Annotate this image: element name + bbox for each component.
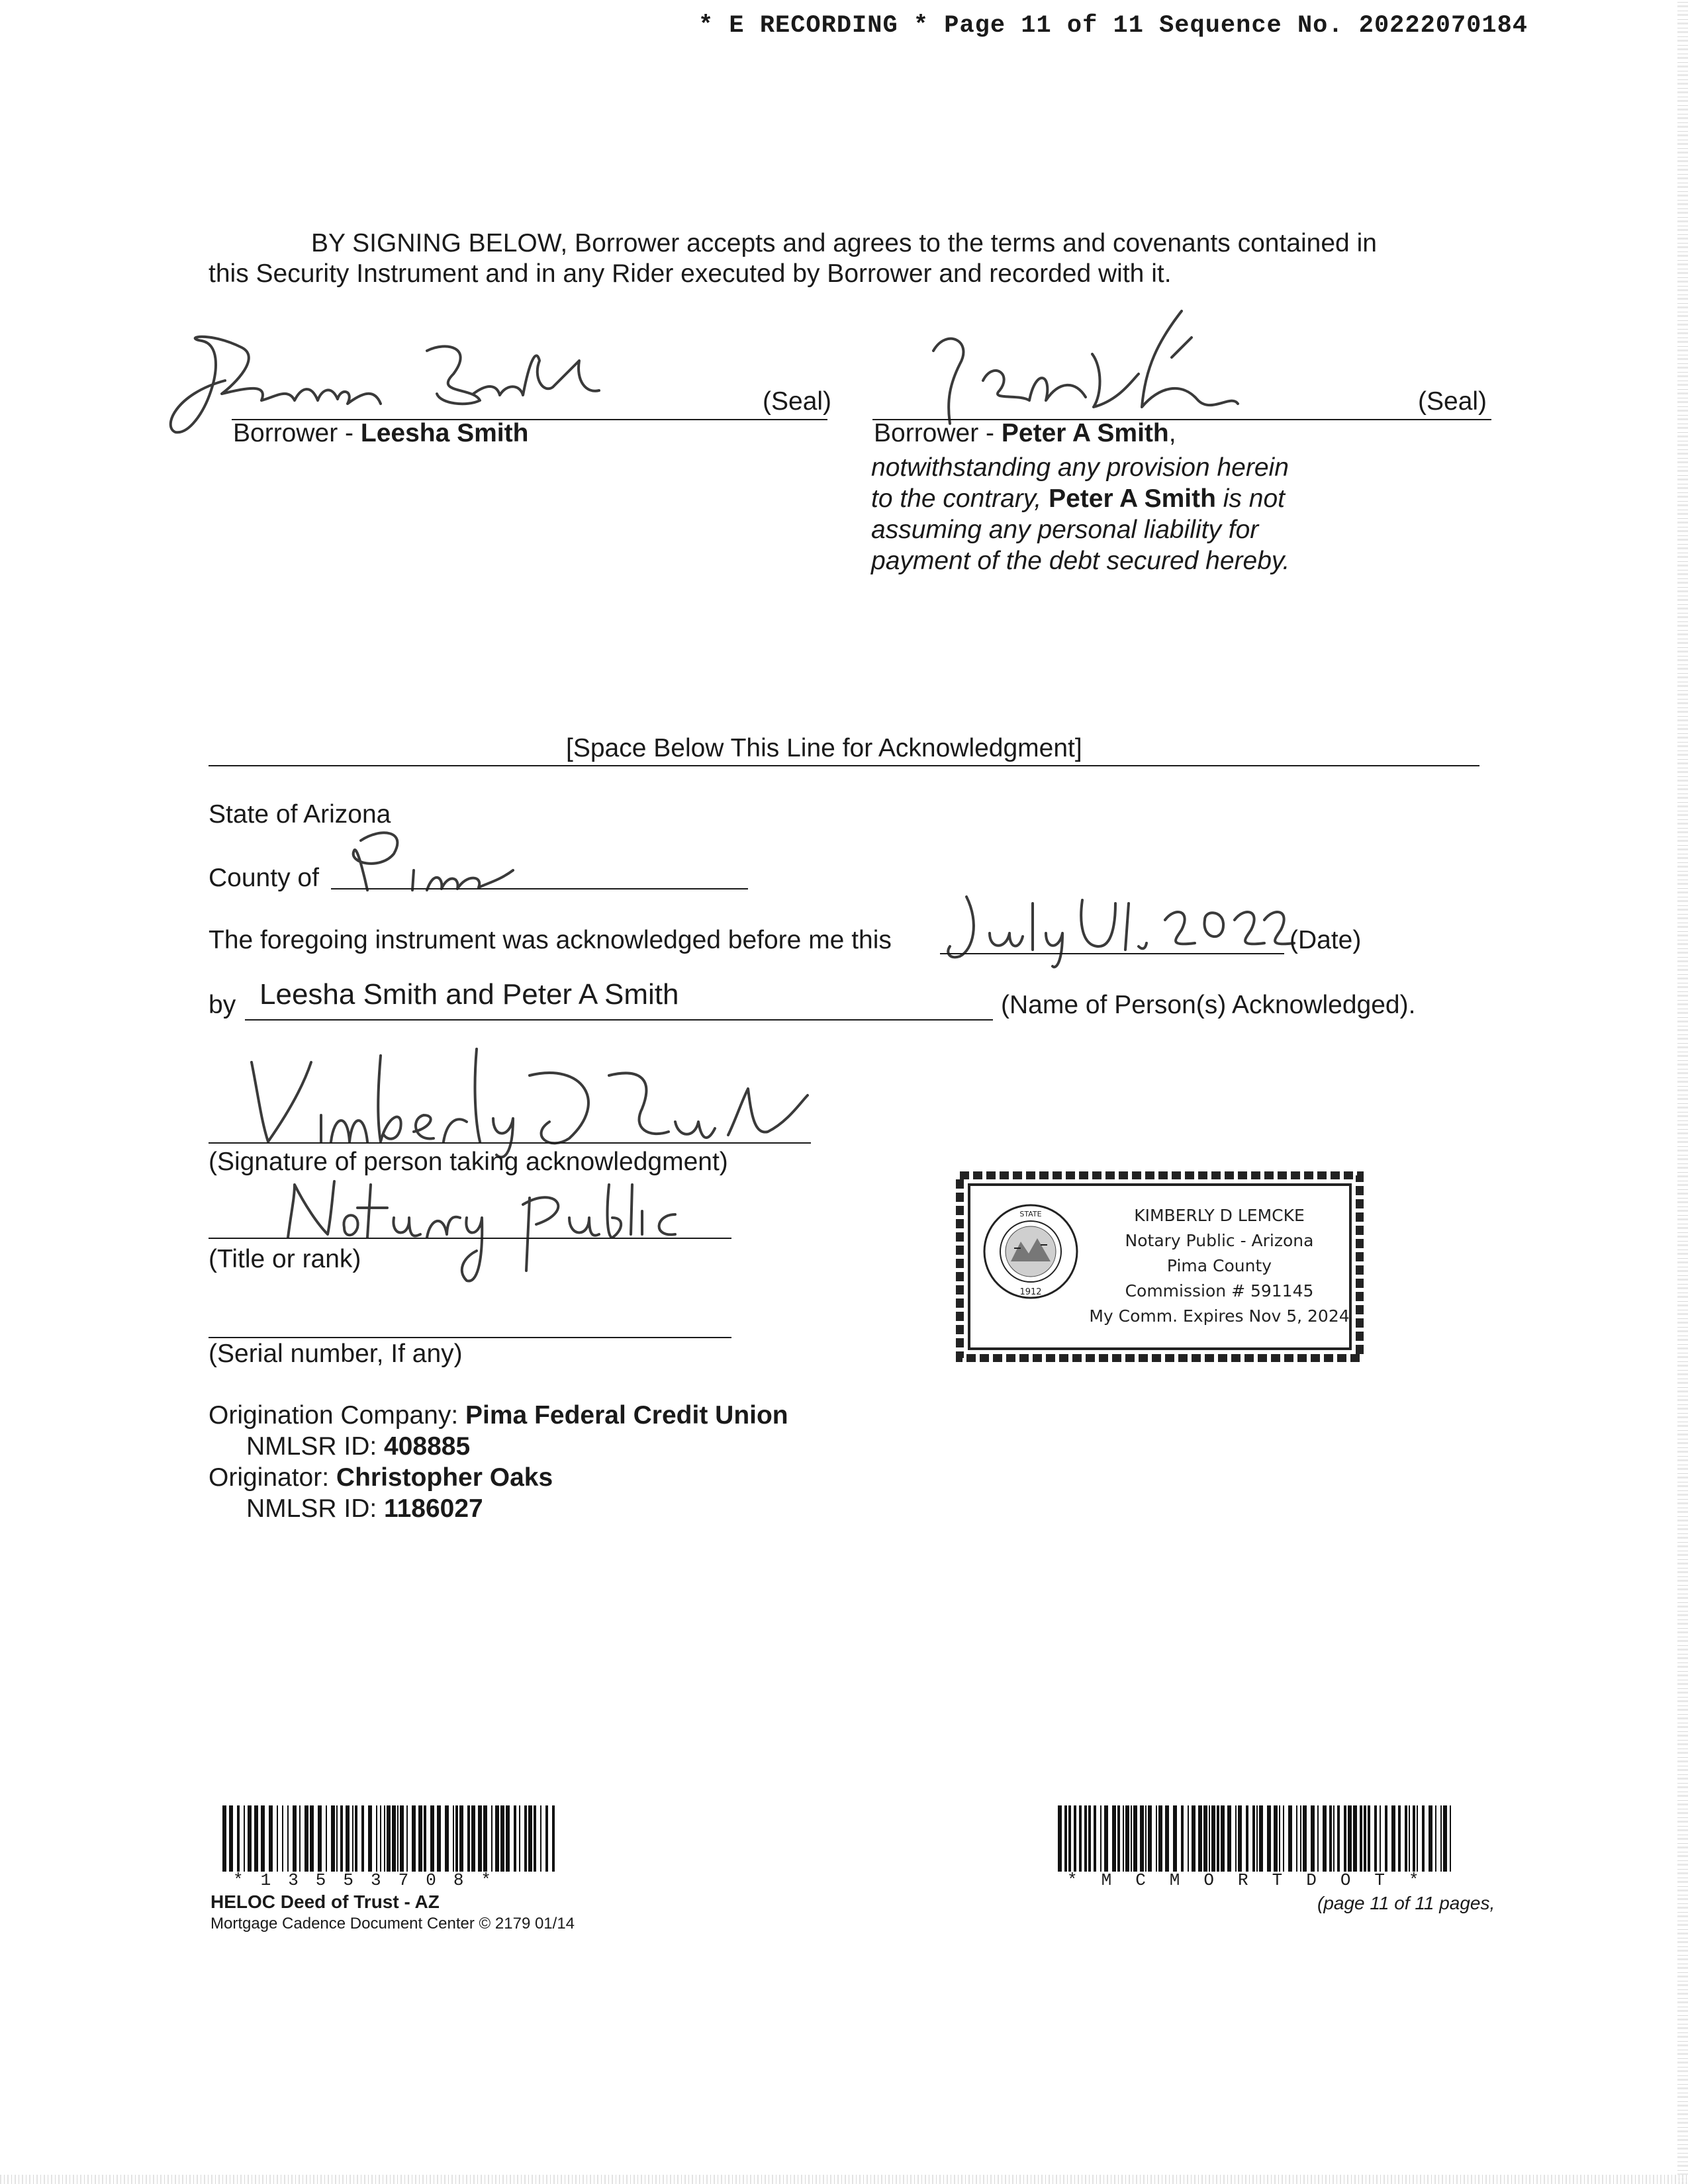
- state-label: State of Arizona: [209, 800, 391, 829]
- barcode-bar: [1259, 1805, 1263, 1872]
- barcode-bar: [1296, 1805, 1297, 1872]
- barcode-bar: [1348, 1805, 1352, 1872]
- barcode-bar: [380, 1805, 381, 1872]
- barcode-bar: [1104, 1805, 1108, 1872]
- barcode-bar: [406, 1805, 408, 1872]
- barcode-bar: [1368, 1805, 1370, 1872]
- barcode-bar: [1064, 1805, 1067, 1872]
- barcode-bar: [1267, 1805, 1271, 1872]
- barcode-bar: [455, 1805, 458, 1872]
- originator: [209, 1463, 553, 1493]
- barcode-bar: [1133, 1805, 1137, 1872]
- barcode-bar: [545, 1805, 548, 1872]
- signature-notary: [238, 1023, 821, 1155]
- barcode-bar: [1084, 1805, 1087, 1872]
- barcode-bar: [1256, 1805, 1258, 1872]
- barcode-bar: [1192, 1805, 1196, 1872]
- barcode-bar: [1145, 1805, 1147, 1872]
- barcode-bar: [336, 1805, 338, 1872]
- barcode-bar: [248, 1805, 252, 1872]
- barcode-bar: [1417, 1805, 1418, 1872]
- scan-edge-bottom: [0, 2175, 1688, 2184]
- barcode-bar: [1364, 1805, 1366, 1872]
- barcode-bar: [318, 1805, 322, 1872]
- barcode-bar: [1440, 1805, 1442, 1872]
- foregoing-label: The foregoing instrument was acknowledged before me this: [209, 926, 892, 954]
- barcode-bar: [310, 1805, 314, 1872]
- barcode-bar: [1198, 1805, 1202, 1872]
- barcode-bar: [237, 1805, 240, 1872]
- barcode-bar: [326, 1805, 327, 1872]
- intro-line-2: this Security Instrument and in any Rider executed by Borrower and recorded with it.: [209, 259, 1172, 288]
- county-line: [331, 888, 748, 889]
- origination-company: [209, 1400, 788, 1431]
- barcode-bar: [1311, 1805, 1315, 1872]
- barcode-bar: [1235, 1805, 1237, 1872]
- company-nmlsr: [246, 1432, 470, 1462]
- barcode-bar: [1409, 1805, 1410, 1872]
- barcode-bar: [1283, 1805, 1284, 1872]
- barcode-bar: [293, 1805, 297, 1872]
- barcode-bar: [483, 1805, 487, 1872]
- barcode-bar: [1123, 1805, 1124, 1872]
- stamp-line-3: Pima County: [1166, 1256, 1272, 1275]
- borrower-2-caption: [874, 418, 1176, 449]
- barcode-bar: [1209, 1805, 1210, 1872]
- barcode-bar: [437, 1805, 441, 1872]
- barcode-bar: [1125, 1805, 1129, 1872]
- barcode-bar: [254, 1805, 258, 1872]
- barcode-bar: [299, 1805, 301, 1872]
- barcode-bar: [1380, 1805, 1381, 1872]
- originator-label: Originator:: [209, 1463, 336, 1492]
- barcode-bar: [1391, 1805, 1395, 1872]
- county-label: County of: [209, 864, 319, 892]
- borrower-2-comma: ,: [1168, 419, 1176, 447]
- barcode-bar: [376, 1805, 377, 1872]
- barcode-bar: [352, 1805, 353, 1872]
- barcode-bar: [528, 1805, 532, 1872]
- barcode-bar: [495, 1805, 499, 1872]
- barcode-bar: [1413, 1805, 1415, 1872]
- barcode-bar: [453, 1805, 454, 1872]
- barcode-bar: [1131, 1805, 1132, 1872]
- form-subtitle: Mortgage Cadence Document Center © 2179 01/14: [211, 1915, 575, 1933]
- barcode-bar: [1188, 1805, 1189, 1872]
- barcode-bar: [1303, 1805, 1307, 1872]
- barcode-bar: [1165, 1805, 1169, 1872]
- county-handwritten: [301, 824, 526, 897]
- liability-note-2-name: Peter A Smith: [1049, 484, 1216, 513]
- barcode-bar: [368, 1805, 372, 1872]
- form-title: HELOC Deed of Trust - AZ: [211, 1891, 440, 1912]
- barcode-bar: [1246, 1805, 1248, 1872]
- barcode-bar: [1337, 1805, 1340, 1872]
- acknowledgment-divider-label: [Space Below This Line for Acknowledgment]: [566, 734, 1082, 762]
- barcode-bar: [1238, 1805, 1242, 1872]
- barcode-left: [222, 1805, 559, 1872]
- barcode-bar: [519, 1805, 520, 1872]
- barcode-bar: [229, 1805, 233, 1872]
- barcode-bar: [1140, 1805, 1144, 1872]
- page-label: (page 11 of 11 pages,: [1317, 1893, 1495, 1913]
- date-line: [940, 953, 1284, 954]
- barcode-bar: [1252, 1805, 1255, 1872]
- originator-value: Christopher Oaks: [336, 1463, 553, 1492]
- intro-line-1: BY SIGNING BELOW, Borrower accepts and agrees to the terms and covenants contained in: [311, 229, 1377, 257]
- liability-note-2: [871, 484, 1285, 514]
- barcode-bar: [445, 1805, 449, 1872]
- barcode-bar: [1398, 1805, 1401, 1872]
- notary-signature-label: (Signature of person taking acknowledgment): [209, 1148, 728, 1176]
- barcode-bar: [1317, 1805, 1319, 1872]
- barcode-bar: [287, 1805, 289, 1872]
- barcode-bar: [1344, 1805, 1346, 1872]
- date-label: (Date): [1289, 926, 1362, 954]
- barcode-bar: [384, 1805, 385, 1872]
- barcode-bar: [1148, 1805, 1152, 1872]
- great-seal-icon: [981, 1202, 1080, 1301]
- barcode-bar: [424, 1805, 426, 1872]
- barcode-bar: [1221, 1805, 1225, 1872]
- barcode-right-text: *MCMORTDOT*: [1067, 1870, 1443, 1890]
- stamp-line-4: Commission # 591145: [1125, 1281, 1314, 1300]
- signature-peter-a-smith: [920, 301, 1291, 427]
- barcode-bar: [269, 1805, 273, 1872]
- barcode-left-text: *13553708*: [233, 1870, 509, 1890]
- barcode-bar: [1211, 1805, 1215, 1872]
- by-label: by: [209, 991, 236, 1019]
- barcode-bar: [1173, 1805, 1177, 1872]
- seal-label-1: (Seal): [763, 387, 832, 416]
- barcode-bar: [1385, 1805, 1387, 1872]
- barcode-bar: [506, 1805, 510, 1872]
- borrower-1-prefix: Borrower -: [233, 419, 361, 447]
- serial-label: (Serial number, If any): [209, 1340, 463, 1368]
- barcode-bar: [540, 1805, 541, 1872]
- barcode-bar: [552, 1805, 555, 1872]
- barcode-bar: [514, 1805, 516, 1872]
- originator-nmlsr-label: NMLSR ID:: [246, 1494, 385, 1523]
- barcode-bar: [459, 1805, 463, 1872]
- barcode-bar: [305, 1805, 308, 1872]
- barcode-bar: [418, 1805, 422, 1872]
- persons-label: (Name of Person(s) Acknowledged).: [1001, 991, 1416, 1019]
- barcode-bar: [1435, 1805, 1436, 1872]
- barcode-bar: [1058, 1805, 1062, 1872]
- liability-note-3: assuming any personal liability for: [871, 516, 1259, 544]
- barcode-bar: [1353, 1805, 1357, 1872]
- barcode-bar: [1279, 1805, 1280, 1872]
- originator-nmlsr-value: 1186027: [384, 1494, 483, 1523]
- scan-edge-right: [1677, 0, 1688, 2184]
- acknowledgment-divider-line: [209, 765, 1479, 766]
- barcode-bar: [1450, 1805, 1451, 1872]
- barcode-bar: [331, 1805, 335, 1872]
- borrower-2-prefix: Borrower -: [874, 419, 1002, 447]
- barcode-bar: [1329, 1805, 1332, 1872]
- barcode-bar: [392, 1805, 396, 1872]
- barcode-bar: [1203, 1805, 1207, 1872]
- barcode-bar: [282, 1805, 283, 1872]
- barcode-bar: [1100, 1805, 1102, 1872]
- barcode-bar: [430, 1805, 434, 1872]
- barcode-bar: [1323, 1805, 1327, 1872]
- barcode-bar: [1422, 1805, 1425, 1872]
- barcode-bar: [1300, 1805, 1301, 1872]
- origination-company-label: Origination Company:: [209, 1401, 466, 1430]
- barcode-bar: [1360, 1805, 1362, 1872]
- barcode-right: [1058, 1805, 1455, 1872]
- borrower-2-name: Peter A Smith: [1001, 419, 1169, 447]
- recording-header: * E RECORDING * Page 11 of 11 Sequence No. 20222070184: [698, 12, 1528, 40]
- originator-nmlsr: [246, 1494, 483, 1524]
- liability-note-1: notwithstanding any provision herein: [871, 453, 1289, 482]
- barcode-bar: [1079, 1805, 1082, 1872]
- barcode-bar: [355, 1805, 357, 1872]
- barcode-bar: [1374, 1805, 1377, 1872]
- barcode-bar: [397, 1805, 399, 1872]
- notary-signature-line: [209, 1142, 811, 1144]
- company-nmlsr-value: 408885: [384, 1432, 471, 1461]
- barcode-bar: [1227, 1805, 1231, 1872]
- serial-line: [209, 1337, 731, 1338]
- barcode-bar: [346, 1805, 350, 1872]
- barcode-bar: [1088, 1805, 1091, 1872]
- barcode-bar: [478, 1805, 482, 1872]
- barcode-bar: [277, 1805, 278, 1872]
- barcode-bar: [1333, 1805, 1335, 1872]
- barcode-bar: [1074, 1805, 1076, 1872]
- notary-stamp: [955, 1170, 1365, 1363]
- date-handwritten: [940, 884, 1297, 970]
- barcode-bar: [1156, 1805, 1157, 1872]
- persons-line: [245, 1019, 993, 1021]
- barcode-bar: [340, 1805, 343, 1872]
- stamp-notary-name: KIMBERLY D LEMCKE: [1134, 1206, 1305, 1225]
- barcode-bar: [524, 1805, 527, 1872]
- barcode-bar: [1405, 1805, 1407, 1872]
- svg-text:STATE: STATE: [1019, 1210, 1042, 1218]
- barcode-bar: [534, 1805, 536, 1872]
- barcode-bar: [1068, 1805, 1071, 1872]
- barcode-bar: [1274, 1805, 1278, 1872]
- title-line: [209, 1238, 731, 1239]
- barcode-bar: [361, 1805, 364, 1872]
- barcode-bar: [387, 1805, 391, 1872]
- barcode-bar: [467, 1805, 470, 1872]
- stamp-line-5: My Comm. Expires Nov 5, 2024: [1089, 1306, 1350, 1326]
- barcode-bar: [222, 1805, 226, 1872]
- barcode-bar: [412, 1805, 416, 1872]
- barcode-bar: [500, 1805, 504, 1872]
- barcode-bar: [1117, 1805, 1120, 1872]
- barcode-bar: [1217, 1805, 1219, 1872]
- barcode-bar: [1443, 1805, 1447, 1872]
- borrower-1-caption: [233, 418, 528, 449]
- barcode-bar: [491, 1805, 492, 1872]
- barcode-bar: [1158, 1805, 1162, 1872]
- title-label: (Title or rank): [209, 1245, 361, 1273]
- seal-year: 1912: [1019, 1287, 1042, 1297]
- liability-note-2-post: is not: [1215, 484, 1285, 513]
- liability-note-4: payment of the debt secured hereby.: [871, 547, 1290, 575]
- barcode-bar: [400, 1805, 404, 1872]
- borrower-1-name: Leesha Smith: [360, 419, 529, 447]
- acknowledged-persons: Leesha Smith and Peter A Smith: [259, 978, 679, 1011]
- barcode-bar: [1094, 1805, 1096, 1872]
- barcode-bar: [1181, 1805, 1184, 1872]
- seal-label-2: (Seal): [1418, 387, 1487, 416]
- barcode-bar: [1288, 1805, 1292, 1872]
- barcode-bar: [471, 1805, 475, 1872]
- stamp-line-2: Notary Public - Arizona: [1125, 1231, 1314, 1250]
- barcode-bar: [1112, 1805, 1116, 1872]
- barcode-bar: [244, 1805, 245, 1872]
- liability-note-2-pre: to the contrary,: [871, 484, 1049, 513]
- barcode-bar: [1429, 1805, 1432, 1872]
- origination-company-value: Pima Federal Credit Union: [465, 1401, 788, 1430]
- company-nmlsr-label: NMLSR ID:: [246, 1432, 385, 1461]
- barcode-bar: [261, 1805, 265, 1872]
